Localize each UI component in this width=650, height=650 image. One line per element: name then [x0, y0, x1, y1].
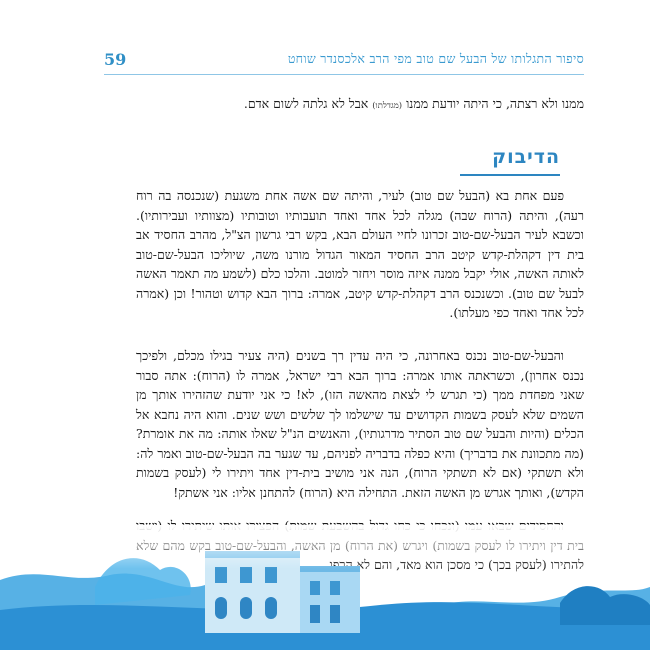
building-illustration: [0, 525, 650, 650]
running-title: סיפור התגלותו של הבעל שם טוב מפי הרב אלכסנדר שוחט: [287, 51, 584, 66]
section-title: הדיבוק: [492, 146, 560, 168]
paragraph-2: והבעל-שם-טוב נכנס באחרונה, כי היה עדין רך בשנים (היה צעיר בגילו מכלם, ולפיכך נכנס אחרון), וכשראתה אותו אמרה: ברוך הבא רבי ישראל, אמרה לו (הרוח): אתה סבור שאני מפחדת ממך (כי תגרש לי לצאת מהאשה הזו), לא! כי אני יודעת שהזהירו אותך מן השמים שלא לעסק בשמות הקדושים עד שישלמו לך שלשים ושש שנים. והוא היה נחבא אל הכלים (והיות והבעל שם טוב הסתיר מדרגותיו), והאנשים הנ"ל שאלו אותה: מה את אומרת? (מה מתכוונת את בדבריך) והיא כפלה בדבריה לפניהם, עד שגער בה הבעל-שם-טוב ואמר לה: ולא תשתקי (אם לא תשתקי הרוח), הנה אני מושיב בית-דין אחד ויתירו לי (לעסק בשמות הקדש), ואותך אגרש מן האשה הזאת. התחילה היא (הרוח) להתחנן אליו: אני אשתק!: [136, 348, 584, 500]
opening-line: [136, 94, 584, 117]
opening-line-text: ממנו ולא רצתה, כי היתה יודעת ממנו: [406, 96, 584, 111]
header-rule: [104, 74, 584, 75]
page-number: 59: [104, 49, 127, 69]
opening-line-end: אבל לא גלתה לשום אדם.: [243, 96, 369, 111]
paragraph-1: פעם אחת בא (הבעל שם טוב) לעיר, והיתה שם אשה אחת משגעת (שנכנסה בה רוח רעה), והיתה (הרוח שבה) מגלה לכל אחד ואחד תועבותיו וטובותיו (מצוותיו ועבירותיו). וכשבא לעיר הבעל-שם-טוב זכרונו לחיי העולם הבא, בקש רבי גרשון הצ"ל, מהרב החסיד אב בית דין דקהלת-קדש קיטב הרב החסיד המאור הגדול מורנו משה, שיוליכו הבעל-שם-טוב לאותה האשה, אולי יקבל ממנה איזה מוסר ויחזר למוטב. והלכו כלם (לשמע מה תאמר האשה לבעל שם טוב). וכשנכנס הרב דקהלת-קדש קיטב, אמרה: ברוך הבא קדוש וטהור! וכן (אמרה לכל אחד ואחד כפי מעלתו).: [136, 188, 584, 320]
section-heading: [460, 146, 560, 172]
running-header: [104, 48, 584, 70]
opening-line-note: (מגדלתו): [372, 101, 403, 111]
section-underline: [460, 174, 560, 176]
